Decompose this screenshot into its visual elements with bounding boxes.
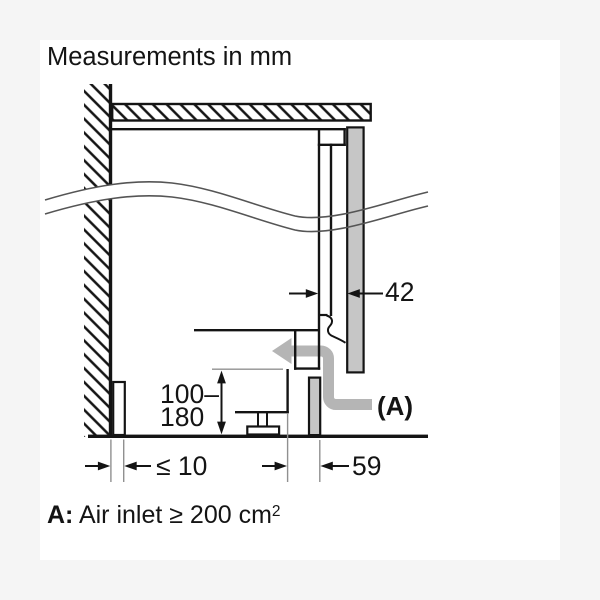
caption-superscript: 2 xyxy=(271,503,281,520)
dim-label-door-42: 42 xyxy=(385,277,415,307)
furniture-door-panel xyxy=(347,127,363,372)
wall-spacer-block xyxy=(113,382,125,435)
dim-label-plinth-recess: 59 xyxy=(352,451,382,481)
rear-wall-hatch xyxy=(84,84,112,437)
page-title: Measurements in mm xyxy=(47,43,293,71)
worktop-panel xyxy=(112,104,371,121)
dim-label-wall-gap: ≤ 10 xyxy=(156,451,208,481)
wall-face-line xyxy=(109,84,112,437)
wall-hatching xyxy=(84,84,110,437)
plinth-panel xyxy=(309,378,320,436)
caption-body: Air inlet ≥ 200 cm xyxy=(73,501,272,529)
dim-label-plinth-height-top: 100– xyxy=(160,379,219,409)
caption xyxy=(47,503,281,528)
air-inlet-ref-label: (A) xyxy=(377,391,414,421)
floor-line xyxy=(88,435,428,438)
foot-base xyxy=(247,427,279,435)
dim-label-plinth-height-bottom: 180 xyxy=(160,402,205,432)
caption-prefix: A: xyxy=(47,501,74,529)
